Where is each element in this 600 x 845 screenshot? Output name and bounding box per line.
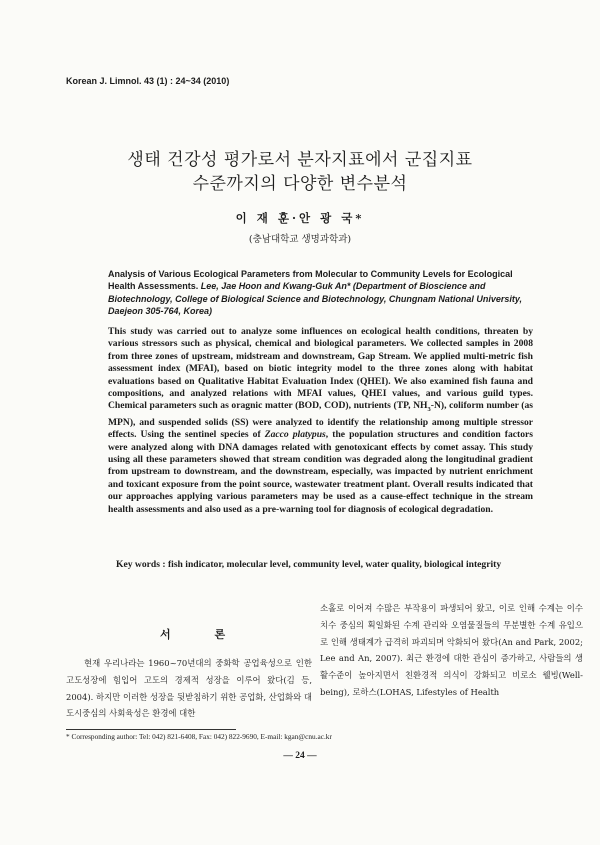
keywords: Key words : fish indicator, molecular level, community level, water quality, biological integrity bbox=[116, 559, 502, 570]
abstract-part-1: This study was carried out to analyze some influences on ecological health conditions, threaten by various stressors such as physical, chemical and biological parameters. We collected samples in 2008 from three zones of upstream, midstream and downstream, Gap Stream. We applied multi-metric fish assessment index (MFAI), based on biotic integrity model to the three zones along with habitat evaluations based on Qualitative Habitat Evaluation Index (QHEI). We also examined fish fauna and compositions, and analyzed relations with MFAI values, QHEI values, and various guild types. Chemical parameters such as oragnic matter (BOD, COD), nutrients (TP, NH bbox=[108, 326, 533, 412]
footnote-corresponding-author: * Corresponding author: Tel: 042) 821-6408, Fax: 042) 822-9690, E-mail: kgan@cnu.ac.kr bbox=[66, 732, 332, 741]
title-korean-line-1: 생태 건강성 평가로서 분자지표에서 군집지표 bbox=[127, 150, 473, 170]
section-heading-introduction: 서 론 bbox=[160, 628, 246, 641]
abstract-part-3: , the population structures and condition factors were analyzed along with DNA damages related with genotoxicant effects by comet assay. This study using all these parameters showed that stream condition was degraded along the longitudinal gradient from upstream to downstream, and the downstream, especially, was impacted by nutrient enrichment and toxicant exposure from the point source, wastewater treatment plant. Overall results indicated that our approaches applying various parameters may be used as a cause-effect technique in the stream health assessments and also used as a pre-warning tool for diagnosis of ecological degradation. bbox=[108, 429, 534, 515]
abstract-part-2: -N), coliform number (as MPN), and suspended solids (SS) were analyzed to identify the relationship among multiple stressor effects. Using the sentinel species of bbox=[108, 400, 533, 441]
body-left-column: 현재 우리나라는 1960~70년대의 중화학 공업육성으로 인한 고도성장에 힘입어 고도의 경제적 성장을 이루어 왔다(김 등, 2004). 하지만 이러한 성장을 뒷받침하기 위한 공업화, 산업화와 대도시중심의 사회육성은 환경에 대한 bbox=[66, 658, 312, 719]
abstract bbox=[108, 326, 533, 516]
english-byline: Lee, Jae Hoon and Kwang-Guk An* (Department of Bioscience and Biotechnology, College of Biological Science and Biotechnology, Chungnam National University, Daejeon 305-764, Korea) bbox=[108, 281, 523, 317]
affiliation-korean: (충남대학교 생명과학과) bbox=[248, 234, 352, 245]
english-title-block bbox=[108, 268, 533, 318]
english-title: Analysis of Various Ecological Parameters from Molecular to Community Levels for Ecological Health Assessments. bbox=[108, 269, 513, 292]
abstract-subscript: 3 bbox=[427, 406, 431, 414]
species-name: Zacco platypus bbox=[264, 429, 326, 441]
body-right-column: 소홀로 이어져 수많은 부작용이 파생되어 왔고, 이로 인해 수계는 이수 치수 중심의 획일화된 수계 관리와 오염물질들의 무분별한 수계 유입으로 인해 생태계가 급격히 파괴되며 악화되어 왔다(An and Park, 2002; Lee and An, 2007). 최근 환경에 대한 관심이 증가하고, 사람들의 생활수준이 높아지면서 친환경적 의식이 강화되고 비로소 웰빙(Well-being), 로하스(LOHAS, Lifestyles of Health bbox=[320, 603, 583, 697]
title-korean-line-2: 수준까지의 다양한 변수분석 bbox=[192, 174, 408, 194]
authors-korean: 이 재 훈·안 광 국* bbox=[235, 211, 365, 225]
footnote-divider bbox=[66, 729, 236, 730]
page-number: — 24 — bbox=[283, 751, 317, 761]
journal-reference: Korean J. Limnol. 43 (1) : 24~34 (2010) bbox=[66, 76, 230, 86]
